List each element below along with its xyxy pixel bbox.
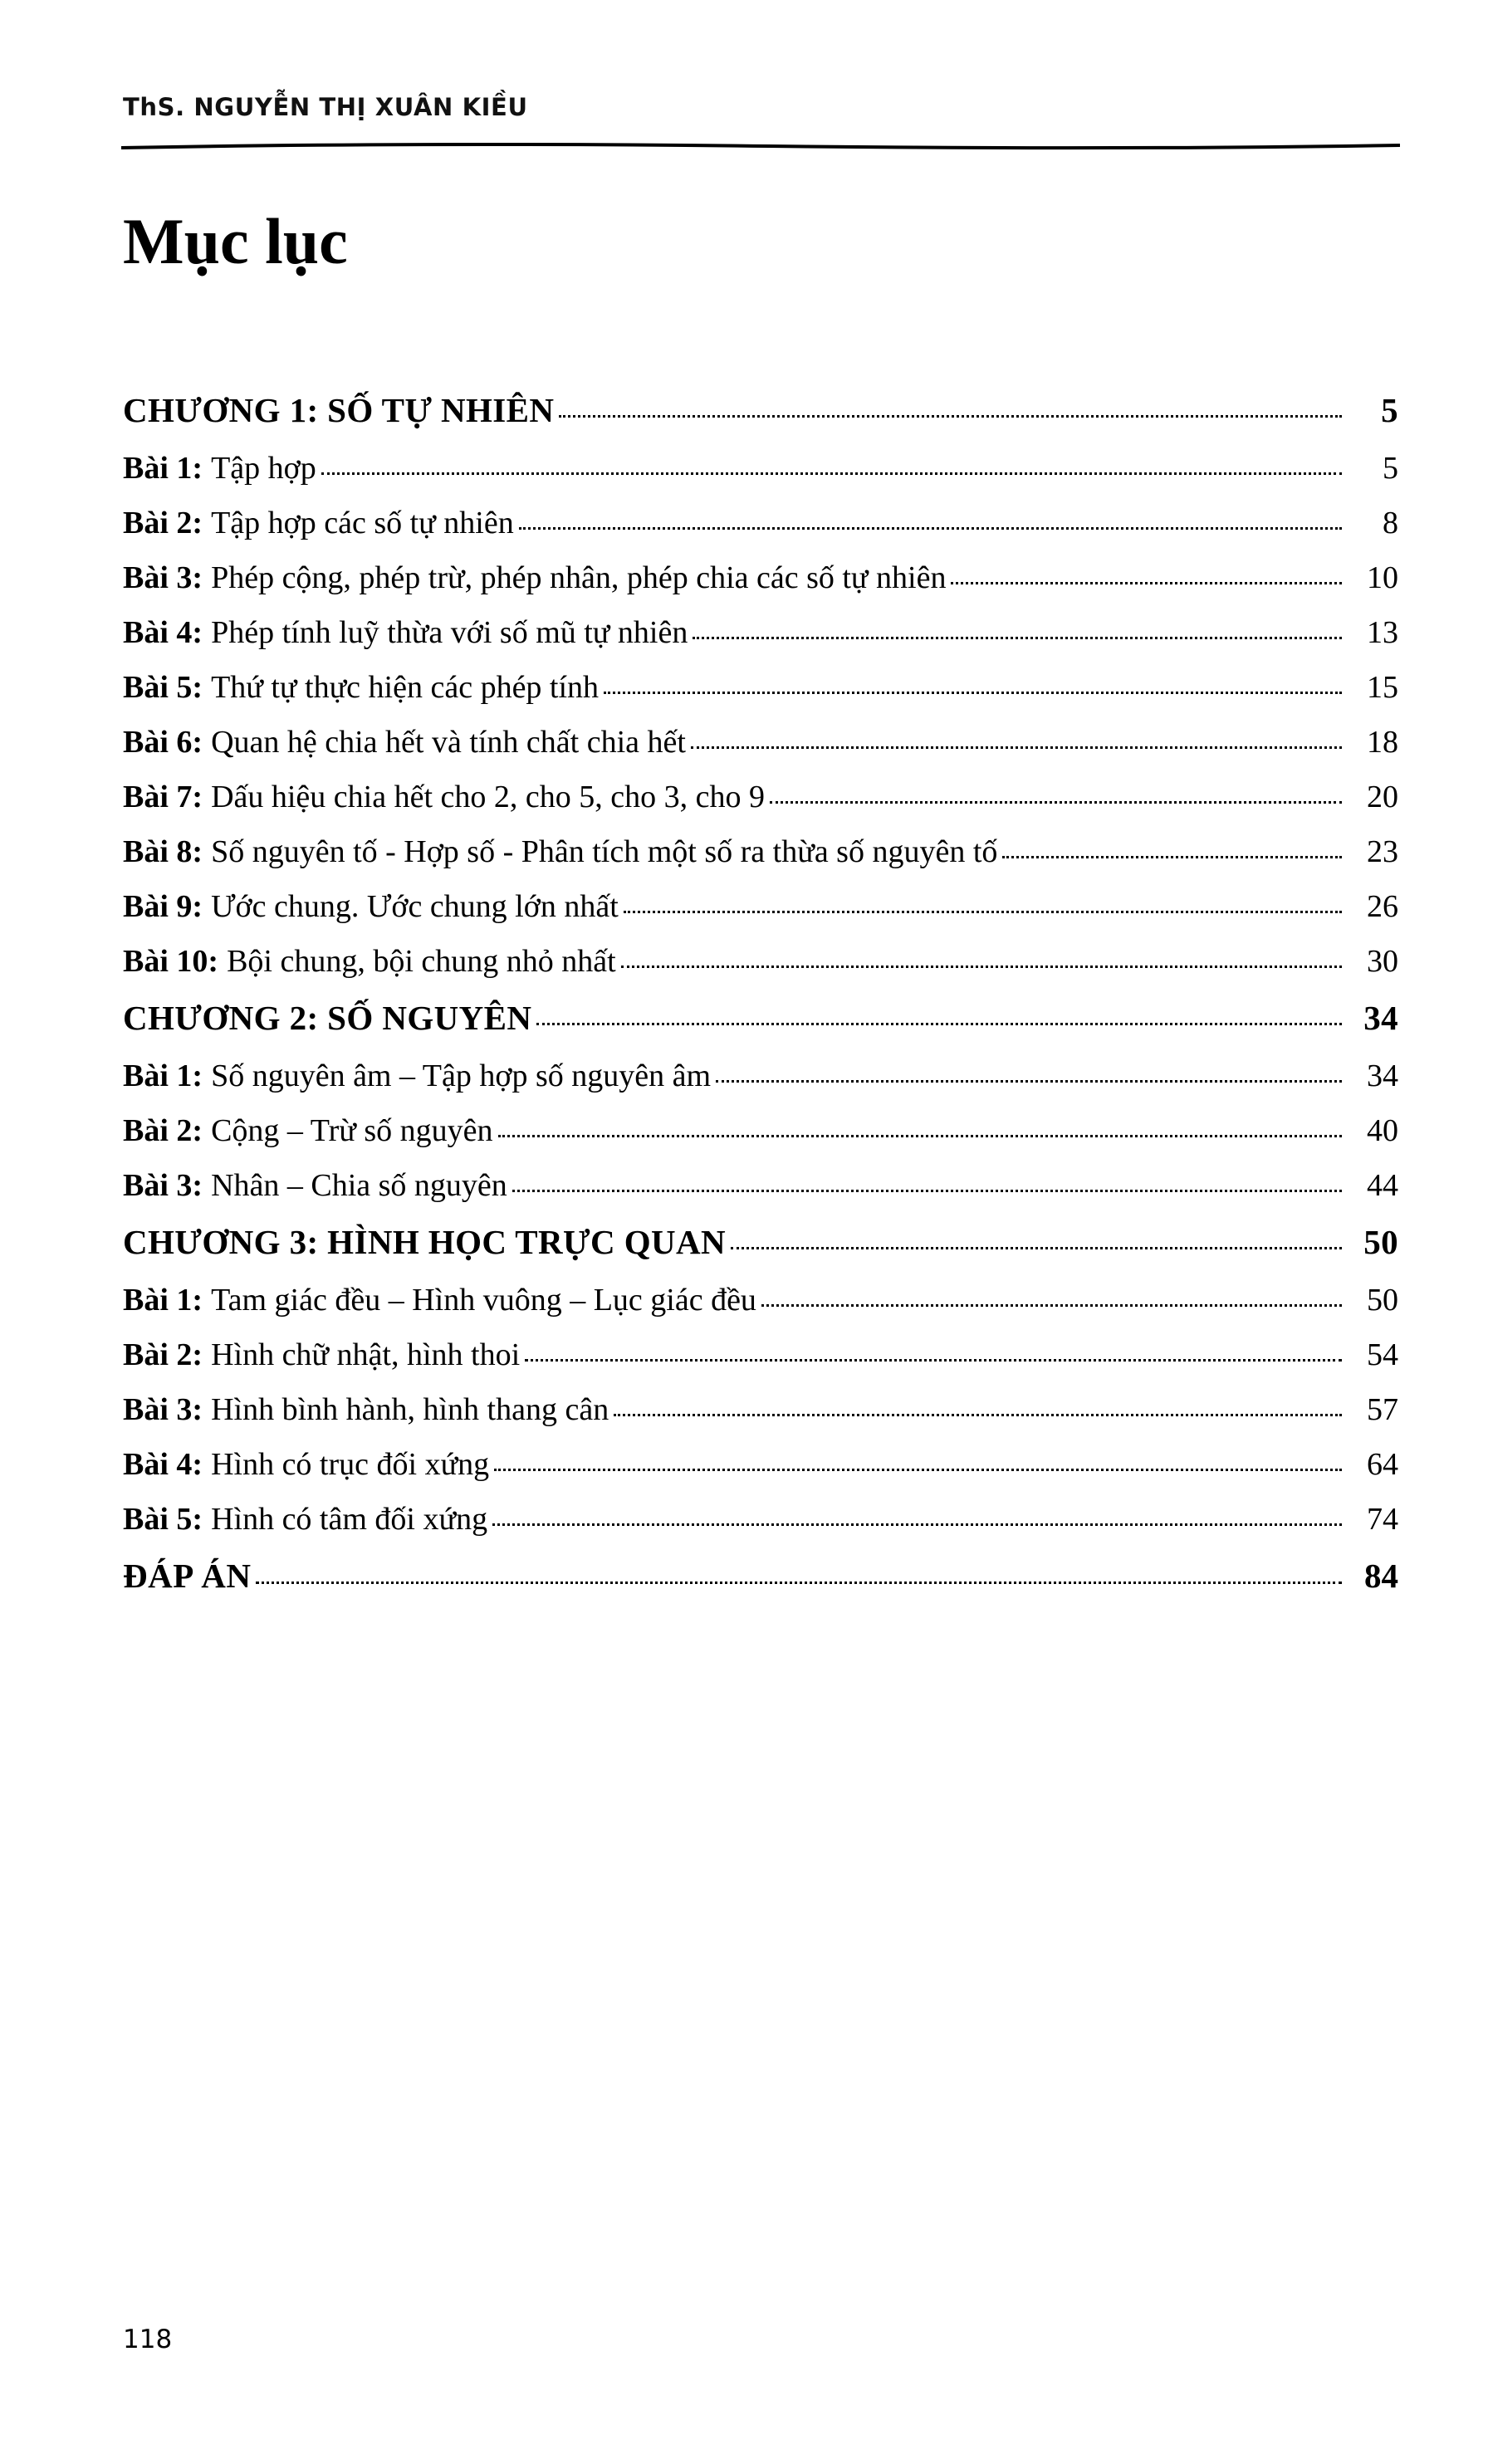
toc-leader [512, 1182, 1342, 1195]
toc-entry-lesson[interactable] [123, 560, 1398, 596]
toc-entry-label: CHƯƠNG 1: SỐ TỰ NHIÊN [123, 391, 555, 429]
toc-entry-label: Bài 3: [123, 560, 203, 595]
toc-leader [770, 794, 1342, 807]
toc-entry-title: Số nguyên tố - Hợp số - Phân tích một số ra thừa số nguyên tố [211, 834, 998, 869]
toc-entry-title: Dấu hiệu chia hết cho 2, cho 5, cho 3, cho 9 [211, 780, 765, 814]
toc-leader [498, 1127, 1342, 1141]
toc-entry-label: Bài 7: [123, 780, 203, 814]
toc-entry-label: Bài 3: [123, 1168, 203, 1203]
toc-entry-answers[interactable] [123, 1556, 1398, 1596]
toc-leader [716, 1073, 1342, 1086]
toc-entry-page: 18 [1367, 725, 1398, 760]
toc-entry-page: 50 [1363, 1223, 1398, 1261]
toc-entry-lesson[interactable] [123, 505, 1398, 541]
toc-entry-lesson[interactable] [123, 450, 1398, 486]
toc-entry-title: Phép tính luỹ thừa với số mũ tự nhiên [211, 615, 688, 650]
toc-entry-title: Hình bình hành, hình thang cân [211, 1392, 609, 1427]
toc-entry-title: Phép cộng, phép trừ, phép nhân, phép chia các số tự nhiên [211, 560, 947, 595]
page-title: Mục lục [123, 205, 348, 277]
toc-entry-page: 20 [1367, 780, 1398, 814]
toc-entry-page: 44 [1367, 1168, 1398, 1203]
toc-entry-label: Bài 6: [123, 725, 203, 760]
toc-leader [519, 520, 1342, 533]
toc-entry-label: Bài 3: [123, 1392, 203, 1427]
toc-entry-page: 8 [1383, 506, 1398, 540]
toc-entry-page: 5 [1381, 391, 1398, 429]
toc-entry-chapter[interactable] [123, 1222, 1398, 1262]
toc-entry-page: 64 [1367, 1447, 1398, 1482]
toc-entry-lesson[interactable] [123, 1501, 1398, 1538]
toc-entry-page: 26 [1367, 889, 1398, 924]
toc-entry-title: Cộng – Trừ số nguyên [211, 1113, 493, 1148]
toc-entry-title: Ước chung. Ước chung lớn nhất [211, 889, 619, 924]
toc-entry-lesson[interactable] [123, 614, 1398, 651]
toc-entry-page: 30 [1367, 944, 1398, 979]
toc-entry-title: Hình có tâm đối xứng [211, 1502, 488, 1537]
toc-leader [492, 1516, 1342, 1529]
toc-entry-lesson[interactable] [123, 779, 1398, 815]
toc-leader [321, 465, 1342, 478]
toc-entry-label: CHƯƠNG 2: SỐ NGUYÊN [123, 999, 532, 1037]
toc-entry-page: 40 [1367, 1113, 1398, 1148]
toc-leader [621, 958, 1342, 971]
toc-leader [614, 1406, 1342, 1420]
toc-leader [693, 629, 1342, 643]
toc-entry-label: Bài 9: [123, 889, 203, 924]
toc-entry-label: ĐÁP ÁN [123, 1557, 252, 1595]
toc-entry-page: 84 [1364, 1557, 1398, 1595]
toc-entry-title: Tam giác đều – Hình vuông – Lục giác đều [211, 1283, 756, 1318]
toc-entry-label: CHƯƠNG 3: HÌNH HỌC TRỰC QUAN [123, 1223, 727, 1261]
toc-entry-page: 34 [1363, 999, 1398, 1037]
toc-entry-chapter[interactable] [123, 390, 1398, 430]
toc-leader [256, 1574, 1342, 1587]
toc-entry-page: 34 [1367, 1058, 1398, 1093]
toc-entry-label: Bài 4: [123, 1447, 203, 1482]
page-folio: 118 [123, 2325, 173, 2354]
toc-entry-lesson[interactable] [123, 1282, 1398, 1318]
toc-leader [1002, 848, 1342, 862]
toc-entry-label: Bài 5: [123, 670, 203, 705]
toc-entry-title: Thứ tự thực hiện các phép tính [211, 670, 600, 705]
toc-entry-label: Bài 5: [123, 1502, 203, 1537]
toc-entry-title: Tập hợp các số tự nhiên [211, 506, 514, 540]
toc-entry-label: Bài 1: [123, 1283, 203, 1318]
toc-entry-label: Bài 1: [123, 451, 203, 486]
toc-entry-label: Bài 2: [123, 1113, 203, 1148]
toc-entry-lesson[interactable] [123, 724, 1398, 760]
toc-leader [494, 1461, 1342, 1474]
toc-entry-page: 54 [1367, 1337, 1398, 1372]
toc-entry-page: 15 [1367, 670, 1398, 705]
toc-entry-page: 57 [1367, 1392, 1398, 1427]
toc-leader [761, 1297, 1342, 1310]
toc-entry-title: Tập hợp [211, 451, 316, 486]
toc-entry-title: Nhân – Chia số nguyên [211, 1168, 507, 1203]
toc-leader [559, 408, 1342, 422]
toc-entry-page: 23 [1367, 834, 1398, 869]
toc-leader [604, 684, 1342, 697]
toc-entry-chapter[interactable] [123, 998, 1398, 1038]
toc-entry-label: Bài 1: [123, 1058, 203, 1093]
toc-entry-page: 74 [1367, 1502, 1398, 1537]
toc-entry-page: 50 [1367, 1283, 1398, 1318]
toc-leader [691, 739, 1342, 752]
header-rule [121, 143, 1400, 146]
toc-entry-lesson[interactable] [123, 1391, 1398, 1428]
toc-entry-lesson[interactable] [123, 1446, 1398, 1483]
toc-entry-title: Quan hệ chia hết và tính chất chia hết [211, 725, 686, 760]
toc-entry-label: Bài 2: [123, 1337, 203, 1372]
table-of-contents [123, 390, 1398, 1614]
toc-entry-page: 10 [1367, 560, 1398, 595]
toc-entry-lesson[interactable] [123, 1167, 1398, 1204]
toc-entry-lesson[interactable] [123, 669, 1398, 706]
toc-entry-label: Bài 2: [123, 506, 203, 540]
toc-leader [624, 903, 1342, 917]
toc-leader [731, 1240, 1342, 1254]
toc-entry-page: 13 [1367, 615, 1398, 650]
running-head: ThS. NGUYỄN THỊ XUÂN KIỀU [123, 93, 528, 121]
toc-entry-lesson[interactable] [123, 1112, 1398, 1149]
toc-leader [536, 1016, 1342, 1029]
toc-entry-title: Bội chung, bội chung nhỏ nhất [227, 944, 616, 979]
toc-entry-lesson[interactable] [123, 834, 1398, 870]
toc-entry-title: Số nguyên âm – Tập hợp số nguyên âm [211, 1058, 712, 1093]
toc-entry-lesson[interactable] [123, 888, 1398, 925]
toc-entry-label: Bài 10: [123, 944, 219, 979]
toc-entry-lesson[interactable] [123, 1058, 1398, 1094]
toc-leader [525, 1352, 1342, 1365]
toc-entry-page: 5 [1383, 451, 1398, 486]
toc-entry-label: Bài 4: [123, 615, 203, 650]
toc-entry-lesson[interactable] [123, 1337, 1398, 1373]
toc-leader [951, 574, 1342, 588]
toc-entry-lesson[interactable] [123, 943, 1398, 980]
toc-entry-title: Hình chữ nhật, hình thoi [211, 1337, 521, 1372]
toc-entry-label: Bài 8: [123, 834, 203, 869]
toc-entry-title: Hình có trục đối xứng [211, 1447, 490, 1482]
